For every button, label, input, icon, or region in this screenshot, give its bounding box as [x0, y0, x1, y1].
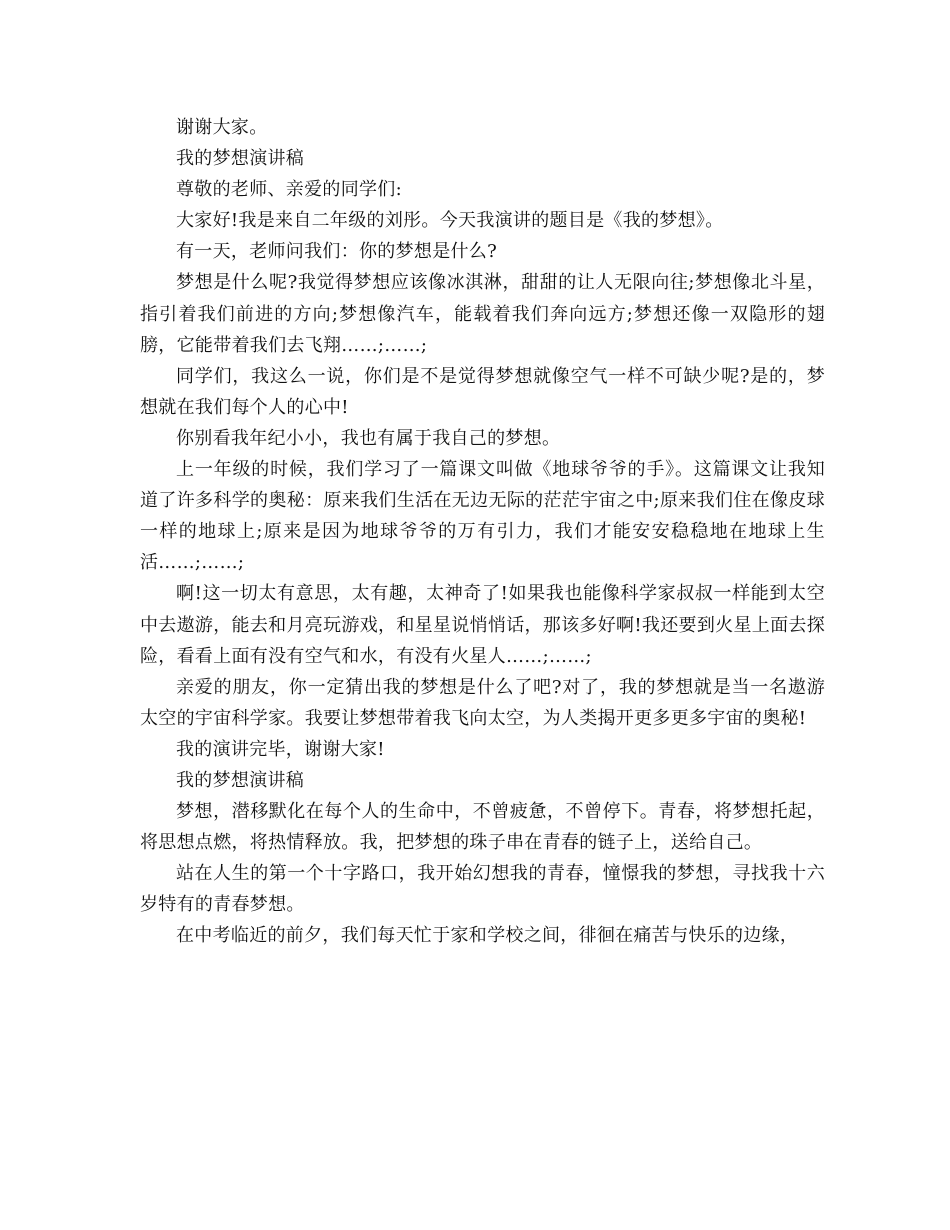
paragraph-salutation: 尊敬的老师、亲爱的同学们:	[176, 179, 402, 201]
paragraph-exam-eve: 在中考临近的前夕，我们每天忙于家和学校之间，徘徊在痛苦与快乐的边缘，	[176, 925, 799, 947]
paragraph-teacher-question: 有一天，老师问我们：你的梦想是什么?	[176, 241, 498, 263]
paragraph-dream-metaphors: 梦想是什么呢?我觉得梦想应该像冰淇淋，甜甜的让人无限向往;梦想像北斗星，指引着我们前进的方向;梦想像汽车，能载着我们奔向远方;梦想还像一双隐形的翅膀，它能带着我们去飞翔……;……;	[140, 272, 825, 356]
paragraph-own-dream: 你别看我年纪小小，我也有属于我自己的梦想。	[176, 427, 561, 449]
paragraph-dream-in-heart: 同学们，我这么一说，你们是不是觉得梦想就像空气一样不可缺少呢?是的，梦想就在我们每个人的心中!	[140, 365, 825, 418]
document-body	[140, 112, 825, 952]
paragraph-speech-end: 我的演讲完毕，谢谢大家!	[176, 738, 385, 760]
paragraph-scientist-dream: 亲爱的朋友，你一定猜出我的梦想是什么了吧?对了，我的梦想就是当一名遨游太空的宇宙科学家。我要让梦想带着我飞向太空，为人类揭开更多更多宇宙的奥秘!	[140, 676, 825, 729]
paragraph-space-wish: 啊!这一切太有意思，太有趣，太神奇了!如果我也能像科学家叔叔一样能到太空中去遨游，能去和月亮玩游戏，和星星说悄悄话，那该多好啊!我还要到火星上面去探险，看看上面有没有空气和水，有没有火星人……;……;	[140, 583, 825, 667]
paragraph-youth-dream: 梦想，潜移默化在每个人的生命中，不曾疲惫，不曾停下。青春，将梦想托起，将思想点燃，将热情释放。我，把梦想的珠子串在青春的链子上，送给自己。	[140, 801, 825, 854]
paragraph-closing-thanks: 谢谢大家。	[176, 117, 268, 138]
speech-title-2: 我的梦想演讲稿	[176, 769, 305, 791]
speech-title-1: 我的梦想演讲稿	[176, 148, 305, 170]
paragraph-earth-lesson: 上一年级的时候，我们学习了一篇课文叫做《地球爷爷的手》。这篇课文让我知道了许多科学的奥秘：原来我们生活在无边无际的茫茫宇宙之中;原来我们住在像皮球一样的地球上;原来是因为地球爷爷的万有引力，我们才能安安稳稳地在地球上生活……;……;	[140, 459, 825, 574]
paragraph-crossroads: 站在人生的第一个十字路口，我开始幻想我的青春，憧憬我的梦想，寻找我十六岁特有的青春梦想。	[140, 863, 825, 916]
paragraph-introduction: 大家好!我是来自二年级的刘彤。今天我演讲的题目是《我的梦想》。	[176, 210, 724, 232]
